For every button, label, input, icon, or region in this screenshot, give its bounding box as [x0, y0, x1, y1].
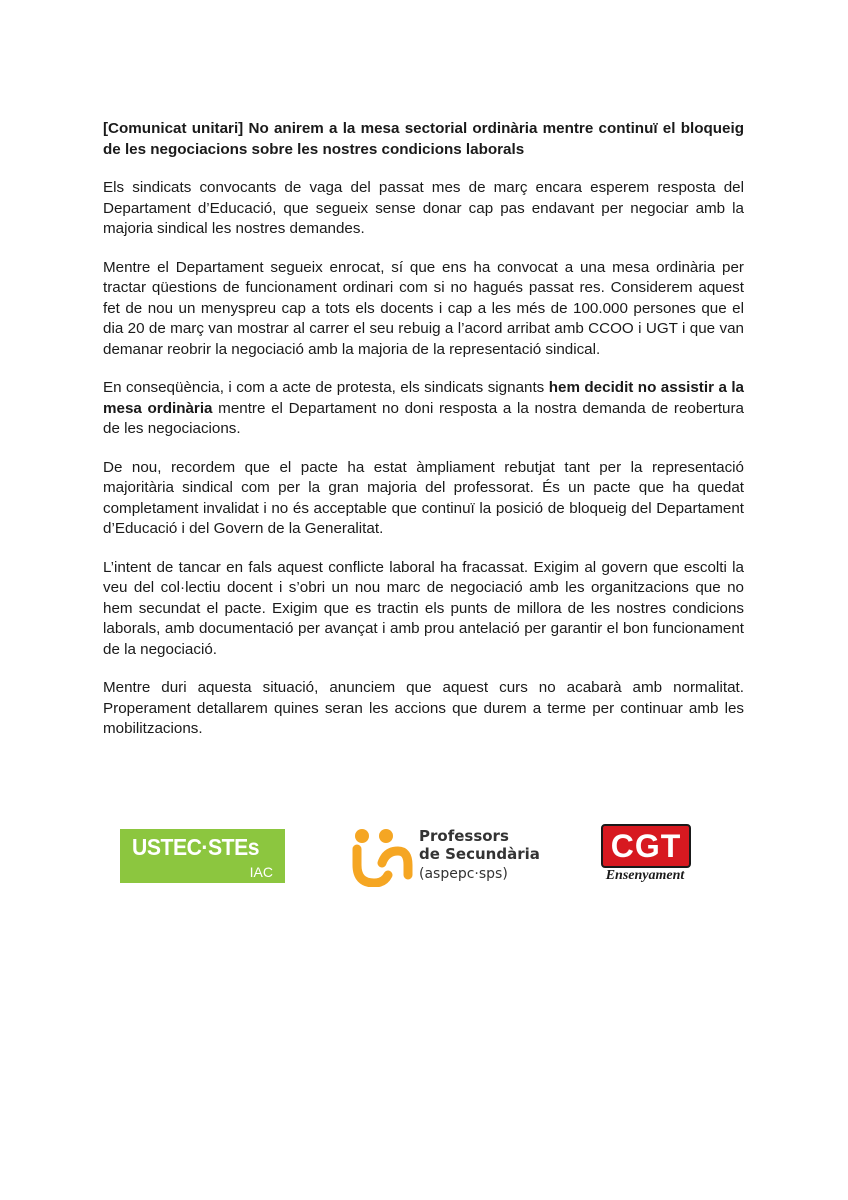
paragraph-2: Mentre el Departament segueix enrocat, sí que ens ha convocat a una mesa ordinària per tractar qüestions de funcionament ordinari com si no hagués passat res. Considerem aquest fet de nou un menyspreu cap a tots els docents i cap a les més de 100.000 persones que el dia 20 de març van mostrar al carrer el seu rebuig a l’acord arribat amb CCOO i UGT i que van demanar reobrir la negociació amb la majoria de la representació sindical.	[103, 258, 744, 358]
cgt-ensenyament-logo	[599, 824, 691, 888]
paragraph-3-bold: hem decidit no assistir a la mesa ordinària	[103, 379, 745, 417]
paragraph-1: Els sindicats convocants de vaga del passat mes de març encara esperem resposta del Departament d’Educació, que segueix sense donar cap pas endavant per negociar amb la majoria sindical les nostres demandes.	[103, 179, 744, 237]
cgt-logo-text: CGT	[601, 824, 691, 868]
aspepc-line-1: Professors	[419, 827, 509, 845]
aspepc-symbol-icon	[352, 825, 414, 887]
aspepc-line-3: (aspepc·sps)	[419, 866, 508, 882]
paragraph-5: L’intent de tancar en fals aquest conflicte laboral ha fracassat. Exigim al govern que escolti la veu del col·lectiu docent i s’obri un nou marc de negociació amb les organitzacions que no hem secundat el pacte. Exigim que es tractin els punts de millora de les nostres condicions laborals, amb documentació per avançat i amb prou antelació per garantir el bon funcionament de la negociació.	[103, 558, 744, 658]
paragraph-6: Mentre duri aquesta situació, anunciem que aquest curs no acabarà amb normalitat. Properament detallarem quines seran les accions que durem a terme per continuar amb les mobilitzacions.	[103, 679, 744, 737]
paragraph-3-start: En conseqüència, i com a acte de protesta, els sindicats signants	[103, 379, 549, 396]
aspepc-line-2: de Secundària	[419, 845, 540, 863]
ustec-stes-logo	[120, 829, 285, 883]
ustec-logo-text: USTEC·STEs	[132, 834, 260, 860]
paragraph-4: De nou, recordem que el pacte ha estat àmpliament rebutjat tant per la representació majoritària sindical com per la gran majoria del professorat. És un pacte que ha quedat completament invalidat i no és acceptable que continuï la posició de bloqueig del Departament d’Educació i del Govern de la Generalitat.	[103, 458, 744, 537]
cgt-logo-subtext: Ensenyament	[605, 868, 685, 883]
paragraph-3-end: mentre el Departament no doni resposta a la nostra demanda de reobertura de les negociacions.	[103, 399, 744, 437]
ustec-logo-subtext: IAC	[249, 864, 273, 880]
document-body	[103, 119, 744, 758]
document-title: [Comunicat unitari] No anirem a la mesa sectorial ordinària mentre continuï el bloqueig de les negociacions sobre les nostres condicions laborals	[103, 120, 744, 158]
paragraph-3	[103, 378, 744, 440]
professors-secundaria-logo	[352, 825, 542, 887]
